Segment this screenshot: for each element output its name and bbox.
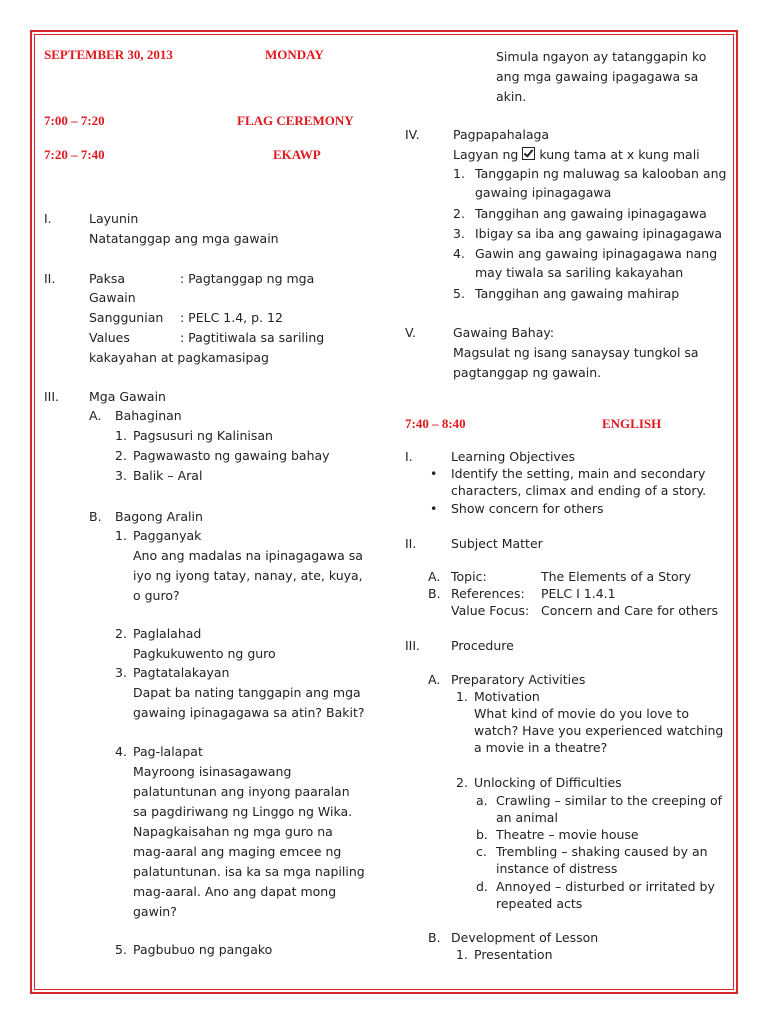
section-title: Subject Matter xyxy=(451,536,543,551)
row-label: References: xyxy=(451,586,525,601)
list-num: 5. xyxy=(115,942,127,957)
list-text: o guro? xyxy=(133,588,180,603)
pledge-text: Simula ngayon ay tatanggapin ko xyxy=(496,49,707,64)
list-text: Dapat ba nating tanggapin ang mga xyxy=(133,685,361,700)
list-item-title: Paglalahad xyxy=(133,626,202,641)
time-ekawp: 7:20 – 7:40 xyxy=(44,147,105,162)
row-num: A. xyxy=(428,569,441,584)
list-num: 3. xyxy=(453,226,465,241)
list-item: Balik – Aral xyxy=(133,468,203,483)
bullet-text: Show concern for others xyxy=(451,501,604,516)
date-heading: SEPTEMBER 30, 2013 xyxy=(44,47,173,62)
list-item-title: Motivation xyxy=(474,689,540,704)
time-flag: 7:00 – 7:20 xyxy=(44,113,105,128)
values-label: Values xyxy=(89,330,130,345)
alpha-num: b. xyxy=(476,827,488,842)
list-item-title: Pagbubuo ng pangako xyxy=(133,942,273,957)
day-heading: MONDAY xyxy=(265,47,324,62)
alpha-num: a. xyxy=(476,793,488,808)
list-text: a movie in a theatre? xyxy=(474,740,608,755)
list-item: Tanggihan ang gawaing ipinagagawa xyxy=(475,206,707,221)
list-num: 4. xyxy=(115,744,127,759)
section-text: pagtanggap ng gawain. xyxy=(453,365,602,380)
sub-num: B. xyxy=(89,509,102,524)
list-text: Mayroong isinasagawang xyxy=(133,764,292,779)
list-num: 3. xyxy=(115,665,127,680)
list-num: 1. xyxy=(456,947,468,962)
section-num: III. xyxy=(44,389,60,404)
sub-num: B. xyxy=(428,930,441,945)
list-text: palatuntunan ang inyong paaralan xyxy=(133,784,350,799)
row-value: The Elements of a Story xyxy=(541,569,692,584)
row-label: Topic: xyxy=(451,569,487,584)
list-item-cont: gawaing ipinagagawa xyxy=(475,185,612,200)
subject-english: ENGLISH xyxy=(602,416,662,431)
list-item-title: Pag-lalapat xyxy=(133,744,203,759)
section-title: Layunin xyxy=(89,211,139,226)
list-item: Tanggihan ang gawaing mahirap xyxy=(475,286,680,301)
alpha-text: an animal xyxy=(496,810,558,825)
list-num: 2. xyxy=(115,626,127,641)
sanggunian-label: Sanggunian xyxy=(89,310,164,325)
list-text: palatuntunan. isa ka sa mga napiling xyxy=(133,864,365,879)
list-text: gawaing ipinagagawa sa atin? Bakit? xyxy=(133,705,365,720)
section-text: Magsulat ng isang sanaysay tungkol sa xyxy=(453,345,699,360)
list-text: Ano ang madalas na ipinagagawa sa xyxy=(133,548,363,563)
list-num: 1. xyxy=(456,689,468,704)
pledge-text: akin. xyxy=(496,89,527,104)
alpha-num: c. xyxy=(476,844,487,859)
list-text: Pagkukuwento ng guro xyxy=(133,646,276,661)
instruction xyxy=(453,146,700,163)
section-title: Mga Gawain xyxy=(89,389,166,404)
list-text: What kind of movie do you love to xyxy=(474,706,689,721)
checkbox-icon xyxy=(522,147,535,160)
sanggunian-value: : PELC 1.4, p. 12 xyxy=(180,310,283,325)
paksa-value: : Pagtanggap ng mga xyxy=(180,271,315,286)
list-text: mag-aaral ang maging emcee ng xyxy=(133,844,342,859)
alpha-num: d. xyxy=(476,879,488,894)
list-item-title: Pagtatalakayan xyxy=(133,665,230,680)
list-text: Napagkaisahan ng mga guro na xyxy=(133,824,333,839)
alpha-text: Trembling – shaking caused by an xyxy=(496,844,708,859)
section-num: II. xyxy=(44,271,56,286)
list-text: sa pagdiriwang ng Linggo ng Wika. xyxy=(133,804,353,819)
bullet-line: Identify the setting, main and secondary xyxy=(451,466,706,481)
bullet-icon: • xyxy=(430,501,438,516)
list-item-title: Presentation xyxy=(474,947,553,962)
sub-num: A. xyxy=(89,408,102,423)
list-item: Tanggapin ng maluwag sa kalooban ang xyxy=(475,166,727,181)
list-item: Pagwawasto ng gawaing bahay xyxy=(133,448,330,463)
bullet-text-cont: characters, climax and ending of a story. xyxy=(451,483,707,498)
list-item: Pagsusuri ng Kalinisan xyxy=(133,428,273,443)
section-title: Learning Objectives xyxy=(451,449,576,464)
row-num: B. xyxy=(428,586,441,601)
list-item: Gawin ang gawaing ipinagagawa nang xyxy=(475,246,718,261)
section-num: I. xyxy=(44,211,52,226)
list-num: 5. xyxy=(453,286,465,301)
sub-title: Bagong Aralin xyxy=(115,509,203,524)
sub-num: A. xyxy=(428,672,441,687)
sub-title: Development of Lesson xyxy=(451,930,599,945)
alpha-text: Annoyed – disturbed or irritated by xyxy=(496,879,715,894)
row-label: Value Focus: xyxy=(451,603,530,618)
section-num: V. xyxy=(405,325,416,340)
paksa-cont: Gawain xyxy=(89,290,136,305)
section-text: Natatanggap ang mga gawain xyxy=(89,231,279,246)
instruction-b: kung tama at x kung mali xyxy=(539,147,700,162)
row-value: Concern and Care for others xyxy=(541,603,719,618)
list-num: 1. xyxy=(115,428,127,443)
instruction-a: Lagyan ng xyxy=(453,147,519,162)
list-num: 1. xyxy=(453,166,465,181)
subject-flag: FLAG CEREMONY xyxy=(237,113,354,128)
section-num: IV. xyxy=(405,127,420,142)
list-item-cont: may tiwala sa sariling kakayahan xyxy=(475,265,684,280)
bullet-text xyxy=(451,465,725,482)
section-title: Procedure xyxy=(451,638,514,653)
time-english: 7:40 – 8:40 xyxy=(405,416,466,431)
list-text: mag-aaral. Ano ang dapat mong xyxy=(133,884,337,899)
list-num: 1. xyxy=(115,528,127,543)
values-cont: kakayahan at pagkamasipag xyxy=(89,350,269,365)
list-text: watch? Have you experienced watching xyxy=(474,723,724,738)
section-num: III. xyxy=(405,638,421,653)
section-title: Gawaing Bahay: xyxy=(453,325,555,340)
list-num: 2. xyxy=(453,206,465,221)
list-num: 3. xyxy=(115,468,127,483)
list-item-title: Pagganyak xyxy=(133,528,202,543)
section-num: I. xyxy=(405,449,413,464)
list-num: 2. xyxy=(456,775,468,790)
list-num: 4. xyxy=(453,246,465,261)
subject-ekawp: EKAWP xyxy=(273,147,321,162)
sub-title: Preparatory Activities xyxy=(451,672,586,687)
alpha-text: Crawling – similar to the creeping of xyxy=(496,793,723,808)
list-text: gawin? xyxy=(133,904,177,919)
values-value: : Pagtitiwala sa sariling xyxy=(180,330,325,345)
section-title: Pagpapahalaga xyxy=(453,127,550,142)
list-item: Ibigay sa iba ang gawaing ipinagagawa xyxy=(475,226,723,241)
alpha-text: Theatre – movie house xyxy=(496,827,639,842)
list-text: iyo ng iyong tatay, nanay, ate, kuya, xyxy=(133,568,363,583)
list-item-title: Unlocking of Difficulties xyxy=(474,775,622,790)
bullet-icon: • xyxy=(430,466,438,481)
list-num: 2. xyxy=(115,448,127,463)
paksa-label: Paksa xyxy=(89,271,126,286)
row-value: PELC I 1.4.1 xyxy=(541,586,616,601)
pledge-text: ang mga gawaing ipagagawa sa xyxy=(496,69,699,84)
alpha-text: repeated acts xyxy=(496,896,583,911)
sub-title: Bahaginan xyxy=(115,408,182,423)
section-num: II. xyxy=(405,536,417,551)
alpha-text: instance of distress xyxy=(496,861,618,876)
